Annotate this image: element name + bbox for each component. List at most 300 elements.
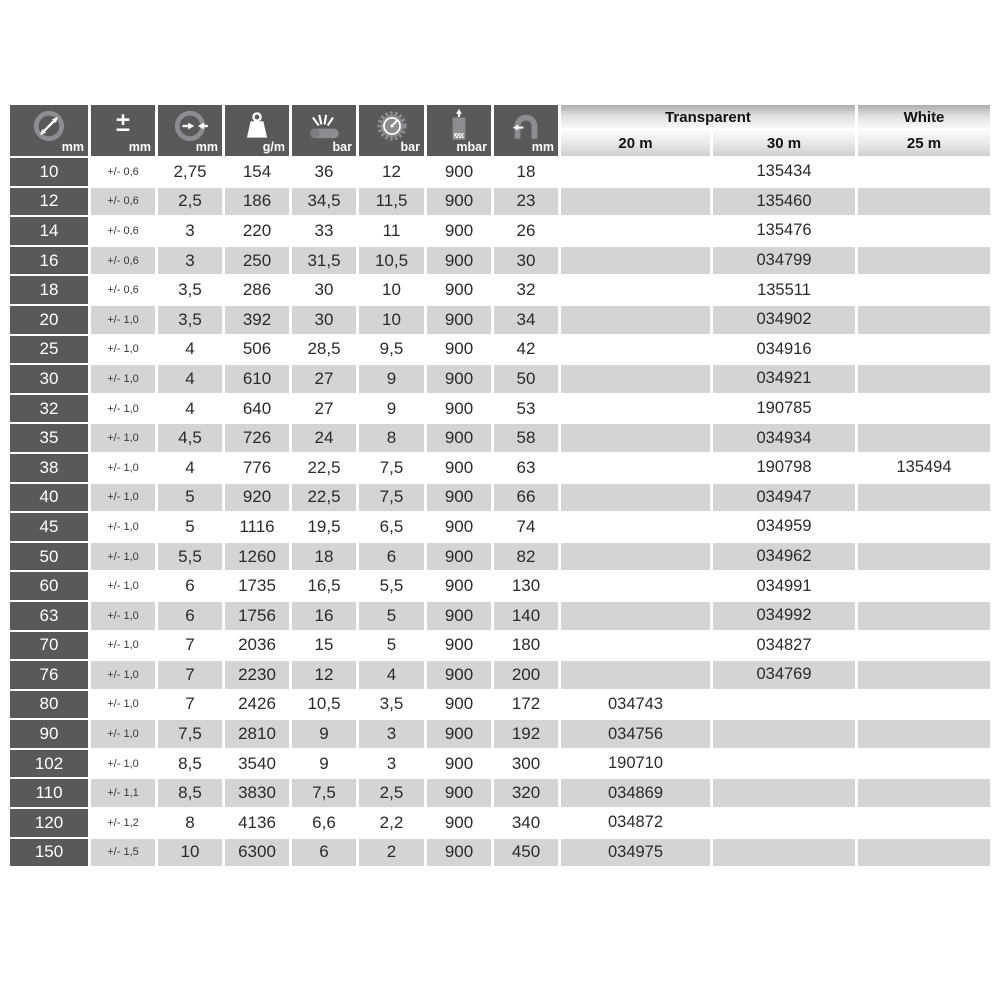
value-cell: 900 <box>427 247 491 275</box>
spec-table-body <box>10 158 990 866</box>
col-header-tolerance <box>91 105 155 156</box>
value-cell: 4 <box>158 395 222 423</box>
value-cell <box>561 513 710 541</box>
value-cell: 190785 <box>713 395 855 423</box>
table-row <box>10 336 990 364</box>
value-cell: +/- 1,0 <box>91 424 155 452</box>
value-cell: 1735 <box>225 572 289 600</box>
value-cell <box>713 839 855 867</box>
value-cell: 10,5 <box>292 691 356 719</box>
value-cell: 15 <box>292 632 356 660</box>
table-row <box>10 158 990 186</box>
value-cell: 034992 <box>713 602 855 630</box>
value-cell: 22,5 <box>292 454 356 482</box>
value-cell: +/- 0,6 <box>91 188 155 216</box>
value-cell <box>858 839 990 867</box>
value-cell: 034947 <box>713 484 855 512</box>
value-cell: +/- 1,0 <box>91 395 155 423</box>
value-cell: 27 <box>292 395 356 423</box>
table-row <box>10 809 990 837</box>
value-cell: 5 <box>158 513 222 541</box>
unit-label: mm <box>195 140 218 154</box>
table-row <box>10 602 990 630</box>
value-cell: 7,5 <box>292 779 356 807</box>
value-cell: 2036 <box>225 632 289 660</box>
value-cell: 034799 <box>713 247 855 275</box>
value-cell: 10 <box>359 306 424 334</box>
value-cell: 154 <box>225 158 289 186</box>
value-cell: 4 <box>158 454 222 482</box>
value-cell: 900 <box>427 395 491 423</box>
value-cell: 034872 <box>561 809 710 837</box>
value-cell: 8 <box>359 424 424 452</box>
value-cell: +/- 1,0 <box>91 750 155 778</box>
row-id-cell: 14 <box>10 217 88 245</box>
value-cell: 11,5 <box>359 188 424 216</box>
value-cell: 50 <box>494 365 558 393</box>
value-cell: 9 <box>359 395 424 423</box>
value-cell <box>713 750 855 778</box>
value-cell: 31,5 <box>292 247 356 275</box>
value-cell: 130 <box>494 572 558 600</box>
value-cell: 53 <box>494 395 558 423</box>
value-cell: 135434 <box>713 158 855 186</box>
value-cell <box>561 365 710 393</box>
value-cell: 900 <box>427 276 491 304</box>
value-cell: 920 <box>225 484 289 512</box>
value-cell: 340 <box>494 809 558 837</box>
value-cell: 58 <box>494 424 558 452</box>
value-cell: 186 <box>225 188 289 216</box>
value-cell: 776 <box>225 454 289 482</box>
value-cell <box>858 158 990 186</box>
value-cell: 5 <box>158 484 222 512</box>
value-cell: 6300 <box>225 839 289 867</box>
value-cell: 6 <box>359 543 424 571</box>
unit-label: g/m <box>262 140 285 154</box>
value-cell: 19,5 <box>292 513 356 541</box>
value-cell: +/- 1,0 <box>91 306 155 334</box>
value-cell: +/- 1,0 <box>91 336 155 364</box>
value-cell: 7,5 <box>359 454 424 482</box>
row-id-cell: 102 <box>10 750 88 778</box>
row-id-cell: 76 <box>10 661 88 689</box>
value-cell <box>561 602 710 630</box>
value-cell: 900 <box>427 424 491 452</box>
unit-label: mm <box>61 140 84 154</box>
table-row <box>10 691 990 719</box>
col-header-vacuum <box>427 105 491 156</box>
row-id-cell: 50 <box>10 543 88 571</box>
value-cell: 42 <box>494 336 558 364</box>
value-cell: 900 <box>427 572 491 600</box>
value-cell: 034869 <box>561 779 710 807</box>
value-cell <box>858 395 990 423</box>
value-cell: 27 <box>292 365 356 393</box>
value-cell: 140 <box>494 602 558 630</box>
row-id-cell: 32 <box>10 395 88 423</box>
value-cell: 12 <box>359 158 424 186</box>
value-cell: 3,5 <box>158 306 222 334</box>
value-cell: 034975 <box>561 839 710 867</box>
value-cell: 7 <box>158 691 222 719</box>
table-row <box>10 306 990 334</box>
row-id-cell: 10 <box>10 158 88 186</box>
value-cell: 1756 <box>225 602 289 630</box>
value-cell: 5 <box>359 632 424 660</box>
row-id-cell: 12 <box>10 188 88 216</box>
tolerance-icon <box>105 108 141 144</box>
value-cell: 320 <box>494 779 558 807</box>
value-cell: 190798 <box>713 454 855 482</box>
table-row <box>10 365 990 393</box>
value-cell <box>858 336 990 364</box>
value-cell <box>858 543 990 571</box>
value-cell: 172 <box>494 691 558 719</box>
row-id-cell: 60 <box>10 572 88 600</box>
column-group-white: White <box>858 105 990 129</box>
unit-label: bar <box>332 140 352 154</box>
value-cell: +/- 1,0 <box>91 691 155 719</box>
value-cell: 16 <box>292 602 356 630</box>
bend-radius-icon <box>508 108 544 144</box>
value-cell: 3830 <box>225 779 289 807</box>
row-id-cell: 120 <box>10 809 88 837</box>
value-cell: 900 <box>427 365 491 393</box>
burst-pressure-icon <box>306 108 342 144</box>
value-cell <box>858 661 990 689</box>
value-cell: 18 <box>494 158 558 186</box>
value-cell: +/- 1,2 <box>91 809 155 837</box>
value-cell: 24 <box>292 424 356 452</box>
value-cell <box>858 691 990 719</box>
value-cell: 63 <box>494 454 558 482</box>
value-cell: 900 <box>427 809 491 837</box>
value-cell: 900 <box>427 602 491 630</box>
value-cell: 3540 <box>225 750 289 778</box>
value-cell: 3,5 <box>359 691 424 719</box>
value-cell: 900 <box>427 839 491 867</box>
value-cell <box>561 632 710 660</box>
row-id-cell: 40 <box>10 484 88 512</box>
value-cell <box>858 513 990 541</box>
value-cell: 36 <box>292 158 356 186</box>
value-cell: 900 <box>427 158 491 186</box>
value-cell: +/- 1,0 <box>91 720 155 748</box>
value-cell <box>561 336 710 364</box>
value-cell: 034827 <box>713 632 855 660</box>
value-cell: 10,5 <box>359 247 424 275</box>
unit-label: mm <box>128 140 151 154</box>
col-header-transparent-20m: 20 m <box>561 131 710 156</box>
value-cell: 034962 <box>713 543 855 571</box>
row-id-cell: 20 <box>10 306 88 334</box>
table-row <box>10 750 990 778</box>
row-id-cell: 90 <box>10 720 88 748</box>
value-cell: 135494 <box>858 454 990 482</box>
value-cell: 9,5 <box>359 336 424 364</box>
value-cell: 300 <box>494 750 558 778</box>
value-cell: 2,5 <box>158 188 222 216</box>
value-cell: 5,5 <box>359 572 424 600</box>
value-cell: 28,5 <box>292 336 356 364</box>
value-cell <box>858 306 990 334</box>
value-cell: 2,5 <box>359 779 424 807</box>
value-cell: 900 <box>427 779 491 807</box>
value-cell: 900 <box>427 454 491 482</box>
value-cell: 18 <box>292 543 356 571</box>
col-header-inner-diameter <box>10 105 88 156</box>
row-id-cell: 63 <box>10 602 88 630</box>
value-cell: 8,5 <box>158 750 222 778</box>
value-cell <box>561 424 710 452</box>
value-cell <box>858 632 990 660</box>
value-cell: 66 <box>494 484 558 512</box>
table-row <box>10 276 990 304</box>
value-cell <box>858 572 990 600</box>
value-cell <box>561 661 710 689</box>
value-cell: +/- 1,5 <box>91 839 155 867</box>
col-header-white-25m: 25 m <box>858 131 990 156</box>
value-cell: 3,5 <box>158 276 222 304</box>
row-id-cell: 38 <box>10 454 88 482</box>
value-cell: 16,5 <box>292 572 356 600</box>
row-id-cell: 16 <box>10 247 88 275</box>
value-cell: +/- 0,6 <box>91 217 155 245</box>
value-cell: 23 <box>494 188 558 216</box>
value-cell: 5 <box>359 602 424 630</box>
value-cell: 900 <box>427 336 491 364</box>
row-id-cell: 110 <box>10 779 88 807</box>
value-cell: 9 <box>292 750 356 778</box>
row-id-cell: 25 <box>10 336 88 364</box>
value-cell <box>713 691 855 719</box>
value-cell: 034916 <box>713 336 855 364</box>
value-cell <box>858 602 990 630</box>
value-cell: 34 <box>494 306 558 334</box>
value-cell: 2810 <box>225 720 289 748</box>
value-cell: 8,5 <box>158 779 222 807</box>
value-cell <box>561 454 710 482</box>
unit-label: bar <box>400 140 420 154</box>
value-cell: 506 <box>225 336 289 364</box>
value-cell: 6,6 <box>292 809 356 837</box>
table-row <box>10 720 990 748</box>
value-cell: 3 <box>158 217 222 245</box>
value-cell: 30 <box>494 247 558 275</box>
value-cell: +/- 1,0 <box>91 484 155 512</box>
value-cell: 250 <box>225 247 289 275</box>
table-row <box>10 779 990 807</box>
value-cell: 034769 <box>713 661 855 689</box>
hose-spec-table-wrap <box>7 103 993 868</box>
value-cell <box>858 720 990 748</box>
value-cell: 11 <box>359 217 424 245</box>
value-cell: 3 <box>359 720 424 748</box>
value-cell: 7,5 <box>158 720 222 748</box>
value-cell: 5,5 <box>158 543 222 571</box>
value-cell <box>858 188 990 216</box>
value-cell <box>561 217 710 245</box>
value-cell <box>858 484 990 512</box>
table-row <box>10 484 990 512</box>
value-cell: 6,5 <box>359 513 424 541</box>
value-cell <box>561 543 710 571</box>
value-cell: 034934 <box>713 424 855 452</box>
value-cell: 2,75 <box>158 158 222 186</box>
value-cell: 6 <box>158 572 222 600</box>
value-cell: 7 <box>158 632 222 660</box>
table-row <box>10 188 990 216</box>
row-id-cell: 150 <box>10 839 88 867</box>
column-group-transparent: Transparent <box>561 105 855 129</box>
value-cell: +/- 1,0 <box>91 543 155 571</box>
value-cell: 7 <box>158 661 222 689</box>
value-cell: 392 <box>225 306 289 334</box>
outer-diameter-icon <box>172 108 208 144</box>
row-id-cell: 30 <box>10 365 88 393</box>
value-cell: 900 <box>427 217 491 245</box>
col-header-bend-radius <box>494 105 558 156</box>
value-cell: +/- 1,1 <box>91 779 155 807</box>
value-cell: 034991 <box>713 572 855 600</box>
value-cell: 2426 <box>225 691 289 719</box>
value-cell: 4,5 <box>158 424 222 452</box>
value-cell <box>858 217 990 245</box>
value-cell: 3 <box>359 750 424 778</box>
hose-spec-table <box>7 103 993 868</box>
value-cell: +/- 1,0 <box>91 513 155 541</box>
value-cell <box>858 276 990 304</box>
unit-label: mbar <box>456 140 487 154</box>
col-header-burst-pressure <box>292 105 356 156</box>
value-cell: 180 <box>494 632 558 660</box>
value-cell: 286 <box>225 276 289 304</box>
col-header-wall-thickness <box>158 105 222 156</box>
value-cell: 135460 <box>713 188 855 216</box>
value-cell: 30 <box>292 276 356 304</box>
col-header-working-pressure <box>359 105 424 156</box>
col-header-transparent-30m: 30 m <box>713 131 855 156</box>
inner-diameter-icon <box>31 108 67 144</box>
value-cell: 034921 <box>713 365 855 393</box>
value-cell: 9 <box>359 365 424 393</box>
table-row <box>10 424 990 452</box>
vacuum-icon <box>441 108 477 144</box>
value-cell: 12 <box>292 661 356 689</box>
value-cell: +/- 0,6 <box>91 247 155 275</box>
value-cell <box>858 750 990 778</box>
value-cell: 640 <box>225 395 289 423</box>
value-cell: 22,5 <box>292 484 356 512</box>
value-cell: 4 <box>158 336 222 364</box>
value-cell: 4 <box>359 661 424 689</box>
value-cell: 34,5 <box>292 188 356 216</box>
value-cell: 30 <box>292 306 356 334</box>
value-cell <box>858 809 990 837</box>
value-cell: 034743 <box>561 691 710 719</box>
table-row <box>10 632 990 660</box>
table-row <box>10 543 990 571</box>
value-cell: 726 <box>225 424 289 452</box>
value-cell: 190710 <box>561 750 710 778</box>
value-cell <box>561 188 710 216</box>
value-cell: 74 <box>494 513 558 541</box>
value-cell <box>858 365 990 393</box>
row-id-cell: 45 <box>10 513 88 541</box>
row-id-cell: 18 <box>10 276 88 304</box>
value-cell: 135511 <box>713 276 855 304</box>
value-cell: 200 <box>494 661 558 689</box>
row-id-cell: 80 <box>10 691 88 719</box>
value-cell <box>713 720 855 748</box>
unit-label: mm <box>531 140 554 154</box>
value-cell: 900 <box>427 306 491 334</box>
value-cell: 6 <box>158 602 222 630</box>
row-id-cell: 70 <box>10 632 88 660</box>
table-row <box>10 839 990 867</box>
value-cell: 900 <box>427 750 491 778</box>
value-cell: 900 <box>427 691 491 719</box>
value-cell: 034902 <box>713 306 855 334</box>
value-cell <box>561 306 710 334</box>
row-id-cell: 35 <box>10 424 88 452</box>
value-cell <box>561 395 710 423</box>
value-cell: 7,5 <box>359 484 424 512</box>
value-cell <box>561 247 710 275</box>
value-cell: 1116 <box>225 513 289 541</box>
value-cell: 1260 <box>225 543 289 571</box>
value-cell <box>561 276 710 304</box>
value-cell <box>713 809 855 837</box>
value-cell: 034959 <box>713 513 855 541</box>
value-cell: 82 <box>494 543 558 571</box>
table-header <box>10 105 990 156</box>
value-cell: 900 <box>427 188 491 216</box>
value-cell: 135476 <box>713 217 855 245</box>
value-cell: 900 <box>427 513 491 541</box>
value-cell: 3 <box>158 247 222 275</box>
value-cell: 2230 <box>225 661 289 689</box>
value-cell: 4136 <box>225 809 289 837</box>
value-cell: 900 <box>427 632 491 660</box>
value-cell: 900 <box>427 720 491 748</box>
value-cell <box>858 424 990 452</box>
value-cell: 900 <box>427 484 491 512</box>
value-cell: +/- 1,0 <box>91 602 155 630</box>
value-cell: 10 <box>359 276 424 304</box>
value-cell: 6 <box>292 839 356 867</box>
value-cell <box>561 484 710 512</box>
value-cell: 900 <box>427 543 491 571</box>
weight-icon <box>239 108 275 144</box>
value-cell <box>858 247 990 275</box>
value-cell: 034756 <box>561 720 710 748</box>
value-cell: 192 <box>494 720 558 748</box>
table-row <box>10 395 990 423</box>
col-header-weight <box>225 105 289 156</box>
value-cell <box>561 158 710 186</box>
table-row <box>10 454 990 482</box>
table-row <box>10 513 990 541</box>
value-cell: +/- 1,0 <box>91 632 155 660</box>
value-cell: 900 <box>427 661 491 689</box>
table-row <box>10 217 990 245</box>
table-row <box>10 661 990 689</box>
pressure-gauge-icon <box>374 108 410 144</box>
value-cell: 32 <box>494 276 558 304</box>
value-cell: +/- 0,6 <box>91 158 155 186</box>
